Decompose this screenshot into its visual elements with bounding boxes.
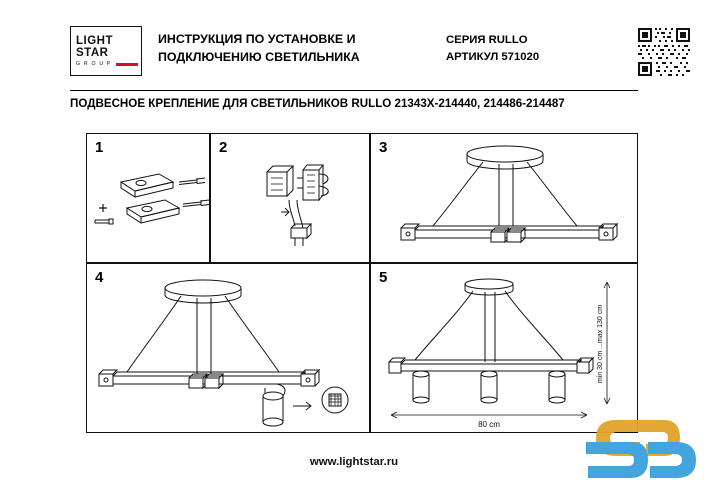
step-5-panel (370, 263, 638, 433)
qr-code-icon (636, 26, 692, 78)
step-4-number: 4 (95, 269, 104, 286)
step-3-illustration (371, 134, 639, 264)
step-3-number: 3 (379, 139, 388, 156)
step-3-panel (370, 133, 638, 263)
footer-website: www.lightstar.ru (309, 456, 399, 468)
page-title-line1: ИНСТРУКЦИЯ ПО УСТАНОВКЕ И (158, 32, 356, 46)
step-5-illustration (371, 264, 639, 434)
brand-subtext: G R O U P (76, 61, 112, 67)
document-header (70, 26, 640, 84)
product-series-block (446, 32, 626, 66)
page-title (158, 30, 433, 66)
product-article: АРТИКУЛ 571020 (446, 51, 540, 63)
step-1-number: 1 (95, 139, 104, 156)
step-5-number: 5 (379, 269, 388, 286)
steps-grid (86, 133, 638, 433)
page-title-line2: ПОДКЛЮЧЕНИЮ СВЕТИЛЬНИКА (158, 50, 360, 64)
height-dimension-label: min 30 cm ...max 130 cm (597, 304, 604, 384)
product-series: СЕРИЯ RULLO (446, 34, 528, 46)
brand-name-line1: LIGHT (76, 35, 113, 47)
step-2-panel (210, 133, 370, 263)
brand-accent-bar (116, 63, 138, 66)
step-4-illustration (87, 264, 371, 434)
step-4-panel (86, 263, 370, 433)
step-1-panel (86, 133, 210, 263)
brand-subtext-row (76, 61, 141, 67)
document-subtitle: ПОДВЕСНОЕ КРЕПЛЕНИЕ ДЛЯ СВЕТИЛЬНИКОВ RULLO 21343X-214440, 214486-214487 (70, 97, 565, 110)
step-2-number: 2 (219, 139, 228, 156)
step-2-illustration (211, 134, 371, 264)
step-1-illustration (87, 134, 211, 264)
brand-name-line2: STAR (76, 47, 109, 59)
width-dimension-label: 80 cm (478, 420, 500, 429)
brand-logo (70, 26, 142, 76)
header-divider (70, 90, 638, 91)
